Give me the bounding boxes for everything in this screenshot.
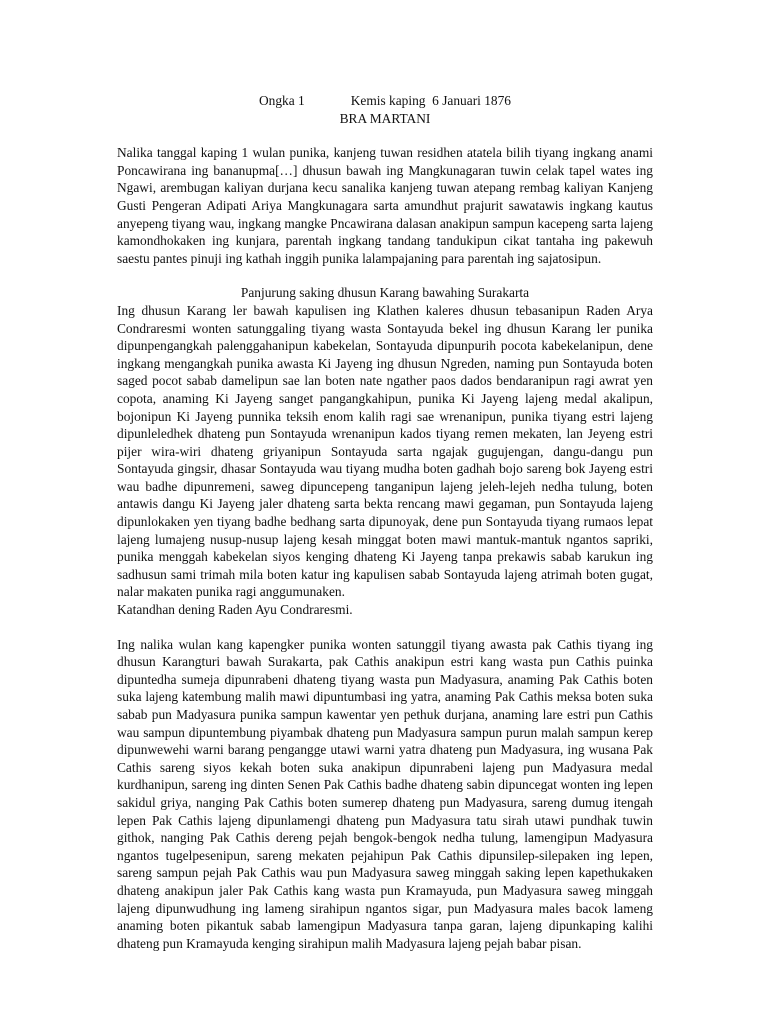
paragraph-poncawirana: Nalika tanggal kaping 1 wulan punika, kanjeng tuwan residhen atatela bilih tiyang ingkang anami Poncawirana ing bananupma[…] dhusun bawah ing Mangkunagaran tuwin celak tapel wates ing Ngawi, arembugan kaliyan durjana kecu sanalika kanjeng tuwan atepang rembag kaliyan Kanjeng Gusti Pengeran Adipati Ariya Mangkunagara sarta amundhut prajurit sawatawis ingkang kautus anyepeng tiyang wau, ingkang mangke Pncawirana dalasan anakipun sampun kacepeng sarta lajeng kamondhokaken ing kunjara, parentah ingkang tandang tandukipun cikat tantaha ing pakewuh saestu pantes pinuji ing kathah inggih punika lalampajaning para parentah ing sajatosipun. (117, 145, 653, 266)
section-heading: Panjurung saking dhusun Karang bawahing Surakarta (240, 285, 530, 301)
paragraph-sontayuda: Ing dhusun Karang ler bawah kapulisen ing Klathen kaleres dhusun tebasanipun Raden Arya Condraresmi wonten satunggaling tiyang wasta Sontayuda bekel ing dhusun Karang ler punika dipunpengangkah palenggahanipun kabekelan, Sontayuda dipunpurih pocota kabekelanipun, dene ingkang mengangkah punika awasta Ki Jayeng ing dhusun Ngreden, naming pun Sontayuda boten saged pocot sabab damelipun sae lan boten nate ngather paos dados bendaranipun ragi awrat yen copota, anaming Ki Jayeng sanget pangangkahipun, punika Ki Jayeng lajeng medal akalipun, bojonipun Ki Jayeng punnika teksih enom kalih ragi sae wrenanipun, punika tiyang estri lajeng dipunleledhek dhateng pun Sontayuda wrenanipun kados tiyang remen mekaten, lan Jeyeng estri pijer wira-wiri dhateng griyanipun Sontayuda sarta ngajak gugujengan, dangu-dangu pun Sontayuda gingsir, dhasar Sontayuda wau tiyang mudha boten gadhah bojo sareng bok Jayeng estri wau badhe dipunremeni, saweg dipuncepeng tanganipun lajeng jeleh-lejeh nedha tulung, boten antawis dangu Ki Jayeng jaler dhateng sarta bekta rencang mawi gegaman, pun Sontayuda lajeng dipunlokaken yen tiyang badhe bedhang sarta dipunoyak, dene pun Sontayuda tiyang rumaos lepat lajeng lumajeng nusup-nusup lajeng kesah minggat boten mawi mantuk-mantuk ngantos sapriki, punika menggah kabekelan siyos kenging dhateng Ki Jayeng tanpa prekawis sabab karukun ing sadhusun sami trimah mila boten katur ing kapulisen sabab Sontayuda lajeng atrimah boten gugat, nalar makaten punika ragi anggumunaken. (117, 302, 653, 600)
paragraph-pak-cathis: Ing nalika wulan kang kapengker punika wonten satunggil tiyang awasta pak Cathis tiyang ing dhusun Karangturi bawah Surakarta, pak Cathis anakipun estri kang wasta pun Cathis puinka dipuntedha sumeja dipunrabeni dhateng tiyang wasta pun Madyasura, anaming Pak Cathis boten suka lajeng katembung malih mawi dipuntumbasi ing yatra, anaming Pak Cathis meksa boten suka sabab pun Madyasura punika sampun kawentar yen pethuk durjana, anaming lare estri pun Cathis wau sampun dipuntembung piyambak dhateng pun Madyasura sampun purun malah sampun kerep dipunwewehi warni barang pengangge utawi warni yatra dhateng pun Madyasura, ing wusana Pak Cathis sareng siyos kekah boten suka anakipun dipunrabeni lajeng pun Madyasura medal kurdhanipun, sareng ing dinten Senen Pak Cathis badhe dhateng sabin dipuncegat wonten ing lepen sakidul griya, nanging Pak Cathis boten sumerep dhateng pun Madyasura, sareng dumug itengah lepen Pak Cathis lajeng dipunlamengi dhateng pun Madyasura tatu sirah utawi pundhak tuwin githok, nanging Pak Cathis dereng pejah bengok-bengok nedha tulung, lamengipun Madyasura ngantos tugelpesenipun, sareng mekaten pejahipun Pak Cathis dipunsilep-silepaken ing lepen, sareng sampun pejah Pak Cathis wau pun Madyasura saweg minggah saking lepen kapethukaken dhateng anakipun jaler Pak Cathis kang wasta pun Kramayuda, pun Madyasura saweg minggah lajeng dipunwudhung ing lameng sirahipun ngantos sigar, pun Madyasura males bacok lameng anaming boten pikantuk sabab lamengipun Madyasura tanpa garan, lajeng dipunkaping kalihi dhateng pun Kramayuda kenging sirahipun malih Madyasura lajeng pejah babar pisan. (117, 636, 653, 951)
issue-date: Kemis kaping 6 Januari 1876 (350, 93, 512, 108)
signature-line: Katandhan dening Raden Ayu Condraresmi. (117, 602, 353, 618)
issue-header (117, 92, 653, 110)
document-page (117, 92, 653, 952)
author-name: BRA MARTANI (339, 110, 431, 126)
issue-number: Ongka 1 (258, 93, 305, 108)
